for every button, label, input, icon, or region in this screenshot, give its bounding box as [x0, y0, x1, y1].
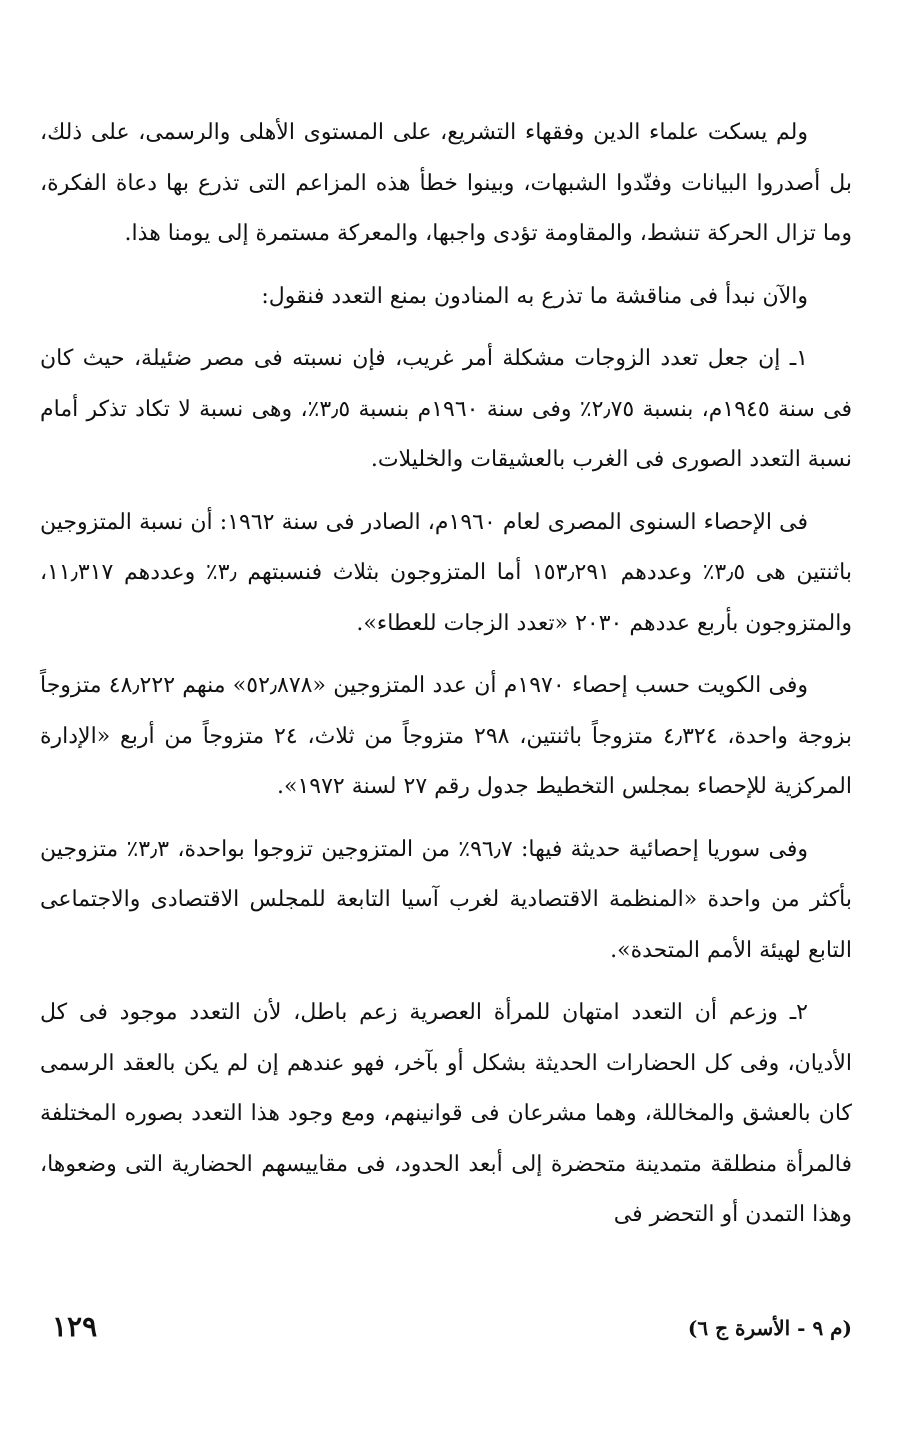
- page-number: ١٢٩: [52, 1310, 98, 1343]
- paragraph-7: ٢ـ وزعم أن التعدد امتهان للمرأة العصرية زعم باطل، لأن التعدد موجود فى كل الأديان، وفى كل الحضارات الحديثة بشكل أو بآخر، فهو عندهم إن لم يكن بالعقد الرسمى كان بالعشق والمخاللة، وهما مشرعان فى قوانينهم، ومع وجود هذا التعدد بصوره المختلفة فالمرأة منطلقة متمدينة متحضرة إلى أبعد الحدود، فى مقاييسهم الحضارية التى وضعوها، وهذا التمدن أو التحضر فى: [40, 1000, 852, 1227]
- chapter-reference: (م ٩ - الأسرة ج ٦): [687, 1316, 852, 1340]
- paragraph-1: ولم يسكت علماء الدين وفقهاء التشريع، على المستوى الأهلى والرسمى، على ذلك، بل أصدروا البيانات وفنّدوا الشبهات، وبينوا خطأ هذه المزاعم التى تذرع بها دعاة الفكرة، وما تزال الحركة تنشط، والمقاومة تؤدى واجبها، والمعركة مستمرة إلى يومنا هذا.: [40, 120, 852, 246]
- page-body: [40, 108, 852, 1253]
- paragraph-5: وفى الكويت حسب إحصاء ١٩٧٠م أن عدد المتزوجين «٥٢٫٨٧٨» منهم ٤٨٫٢٢٢ متزوجاً بزوجة واحدة، ٤٫٣٢٤ متزوجاً باثنتين، ٢٩٨ متزوجاً من ثلاث، ٢٤ متزوجاً من أربع «الإدارة المركزية للإحصاء بمجلس التخطيط جدول رقم ٢٧ لسنة ١٩٧٢».: [40, 673, 853, 799]
- paragraph-6: وفى سوريا إحصائية حديثة فيها: ٩٦٫٧٪ من المتزوجين تزوجوا بواحدة، ٣٫٣٪ متزوجين بأكثر من واحدة «المنظمة الاقتصادية لغرب آسيا التابعة للمجلس الاقتصادى والاجتماعى التابع لهيئة الأمم المتحدة».: [40, 836, 853, 963]
- page-footer: [40, 1310, 852, 1360]
- paragraph-2: والآن نبدأ فى مناقشة ما تذرع به المنادون بمنع التعدد فنقول:: [261, 283, 808, 309]
- paragraph-3: ١ـ إن جعل تعدد الزوجات مشكلة أمر غريب، فإن نسبته فى مصر ضئيلة، حيث كان فى سنة ١٩٤٥م، بنسبة ٢٫٧٥٪ وفى سنة ١٩٦٠م بنسبة ٣٫٥٪، وهى نسبة لا تكاد تذكر أمام نسبة التعدد الصورى فى الغرب بالعشيقات والخليلات.: [40, 346, 852, 472]
- paragraph-4: فى الإحصاء السنوى المصرى لعام ١٩٦٠م، الصادر فى سنة ١٩٦٢: أن نسبة المتزوجين باثنتين هى ٣٫٥٪ وعددهم ١٥٣٫٢٩١ أما المتزوجون بثلاث فنسبتهم ٣٫٪ وعددهم ١١٫٣١٧، والمتزوجون بأربع عددهم ٢٠٣٠ «تعدد الزجات للعطاء».: [40, 509, 852, 636]
